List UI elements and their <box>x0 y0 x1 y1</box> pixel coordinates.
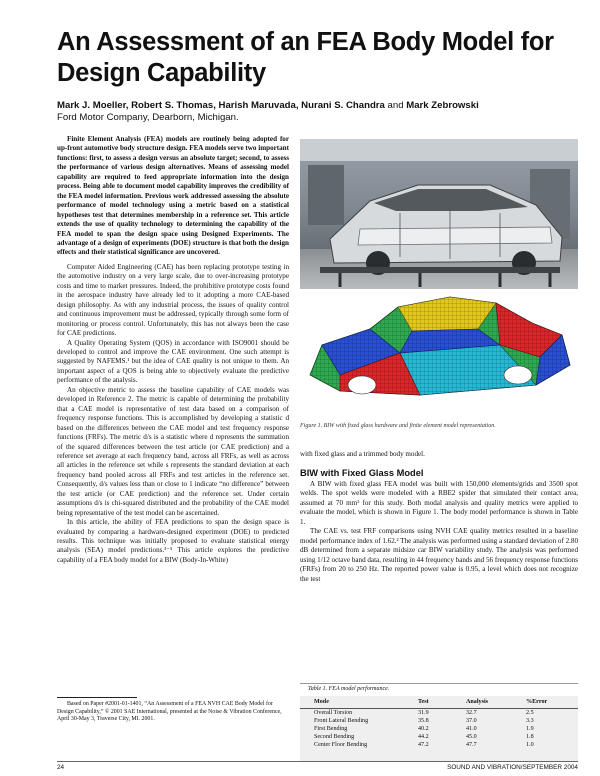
table-1 <box>300 683 578 762</box>
body-paragraph-2: A Quality Operating System (QOS) in accordance with ISO9001 should be developed to control and improve the CAE environment. One such attempt is suggested by NAFEMS.¹ but the idea of CAE quality is not unique to them. An important aspect of a QOS is being able to objectively evaluate the predictive performance of the analysis. <box>57 338 289 385</box>
table-row <box>300 741 578 749</box>
figure-1 <box>300 139 578 421</box>
table-cell: 1.0 <box>526 742 534 748</box>
table-row <box>300 717 578 725</box>
right-column-continuation <box>300 450 578 459</box>
table-cell: 44.2 <box>418 734 429 740</box>
table-row <box>300 709 578 718</box>
table-cell: 32.7 <box>466 710 477 716</box>
biw-hardware-photo <box>300 139 578 289</box>
author-names: Mark J. Moeller, Robert S. Thomas, Harish Maruvada, Nurani S. Chandra <box>57 100 385 111</box>
table-cell: 41.0 <box>466 726 477 732</box>
body-paragraph-4: In this article, the ability of FEA predictions to span the design space is evaluated by comparing a hardware-designed experiment (DOE) to predicted results. This technique was initially proposed to evaluate statistical energy analysis (SEA) model predictions.³⁻⁵ This article explores the predictive capability of a FEA body model for a BIW (Body-In-White) <box>57 518 289 564</box>
right-column <box>300 480 578 584</box>
table-header-row <box>300 696 578 709</box>
table-cell: 1.8 <box>526 734 534 740</box>
author-conjunction: and <box>384 100 407 111</box>
table-cell: 1.9 <box>526 726 534 732</box>
table-header-test: Test <box>418 696 466 709</box>
table-cell: Second Bending <box>314 734 355 740</box>
footnote-text: Based on Paper #2001-01-1401, “An Assessment of a FEA NVH CAE Body Model for Design Capability,” © 2001 SAE International, presented at the Noise & Vibration Conference, April 30-May 3, Traverse City, MI. 2001. <box>57 701 282 722</box>
figure-1-illustration <box>300 139 578 421</box>
continuation-text: with fixed glass and a trimmed body model. <box>300 450 425 458</box>
fe-model-render <box>310 297 570 395</box>
body-paragraph-3: An objective metric to assess the baseline capability of CAE models was developed in Reference 2. The metric is capable of determining the probability that a CAE model is representative of test data based on a comparison of frequency response functions. This is accomplished by developing a statistic d based on the differences between the CAE model and test frequency response functions (FRFs). The metric d/s is a statistic where d represents the summation of the squared differences between the test article (or CAE prediction) and a reference set average at each frequency band, across all FRFs, as well as across all articles in the reference set while s represents the standard deviation at each frequency band pooled across all FRFs and test articles in the reference set. Consequently, d/s values less than or close to 1 indicate “no difference” between the test article (or CAE prediction) and the reference set. Under certain assumptions d/s is chi-squared distributed and the probability of the CAE model being representative of the test model can be ascertained. <box>57 385 289 517</box>
section-heading: BIW with Fixed Glass Model <box>300 468 424 478</box>
table-cell: 2.5 <box>526 710 534 716</box>
figure-1-caption: Figure 1. BIW with fixed glass hardware and finite element model representation. <box>300 423 496 429</box>
table-header-analysis: Analysis <box>466 696 526 709</box>
author-last: Mark Zebrowski <box>406 100 479 111</box>
table-cell: 35.8 <box>418 718 429 724</box>
table-cell: 3.3 <box>526 718 534 724</box>
abstract: Finite Element Analysis (FEA) models are routinely being adopted for up-front automotive body structure design. FEA models serve two important functions: first, to assess a design versus an absolute target; second, to assess the performance of various design alternatives. Means of assessing model capability are required to feed appropriate information into the design process. Being able to document model capability improves the credibility of the FEA model information. Previous work addressed assessing the absolute performance of model technology using a metric based on a statistical hypotheses test that determines membership in a reference set. This article extends the use of quality technology to determining the capability of the FEA model to span the design space using Designed Experiments. The advantage of a design of experiments (DOE) structure is that both the design effects and their statistical significance are uncovered. <box>57 135 289 257</box>
table-header-mode: Mode <box>300 696 418 709</box>
table-cell: Overall Torsion <box>314 710 353 716</box>
footnote <box>57 697 289 724</box>
table-cell: 47.2 <box>418 742 429 748</box>
body-paragraph-1: Computer Aided Engineering (CAE) has been replacing prototype testing in the automotive industry on a very large scale, due to over-increasing prototype costs and time to market pressures. Indeed, the prohibitive prototype costs found in the aerospace industry have already led to it adopting a more CAE-based design philosophy. As with any industrial process, the issues of quality control and continuous improvement must be addressed, typically through some form of monitoring or process control. Unfortunately, this has not always been the case for CAE predictions. <box>57 262 289 338</box>
running-footer: SOUND AND VIBRATION/SEPTEMBER 2004 <box>447 764 578 771</box>
table-header-error: %Error <box>526 696 578 709</box>
table-cell: First Bending <box>314 726 348 732</box>
affiliation: Ford Motor Company, Dearborn, Michigan. <box>57 112 239 123</box>
table-cell: 37.0 <box>466 718 477 724</box>
table-cell: 40.2 <box>418 726 429 732</box>
footnote-rule <box>57 697 137 698</box>
table-cell: 31.9 <box>418 710 429 716</box>
table-1-grid <box>300 696 578 749</box>
article-title: An Assessment of an FEA Body Model for Design Capability <box>57 28 554 87</box>
right-paragraph-2: The CAE vs. test FRF comparisons using NVH CAE quality metrics resulted in a baseline model performance index of 1.62.² The analysis was performed using a standard deviation of 2.80 dB determined from a separate midsize car BIW variability study. The analysis was performed using 1/12 octave band data, resulting in 44 frequency bands and 56 frequency response functions (FRFs) from 20 to 250 Hz. The reported power value is 0.95, a level which does not recognize the test <box>300 527 578 583</box>
table-1-caption: Table 1. FEA model performance. <box>300 684 578 696</box>
page-number: 24 <box>57 764 65 771</box>
table-cell: Front Lateral Bending <box>314 718 369 724</box>
table-cell: 45.0 <box>466 734 477 740</box>
left-column <box>57 135 289 565</box>
table-cell: Center Floor Bending <box>314 742 368 748</box>
author-list <box>57 100 587 112</box>
right-paragraph-1: A BIW with fixed glass FEA model was built with 150,000 elements/grids and 3500 spot welds. The spot welds were modeled with a RBE2 spider that simulated their contact area, assumed at 70 mm² for this study. Both modal analysis and quality metrics were applied to evaluate the model, which is shown in Figure 1. The body model performance is shown in Table 1. <box>300 480 578 526</box>
footer-rule <box>57 761 578 762</box>
table-cell: 47.7 <box>466 742 477 748</box>
table-row <box>300 725 578 733</box>
table-row <box>300 733 578 741</box>
